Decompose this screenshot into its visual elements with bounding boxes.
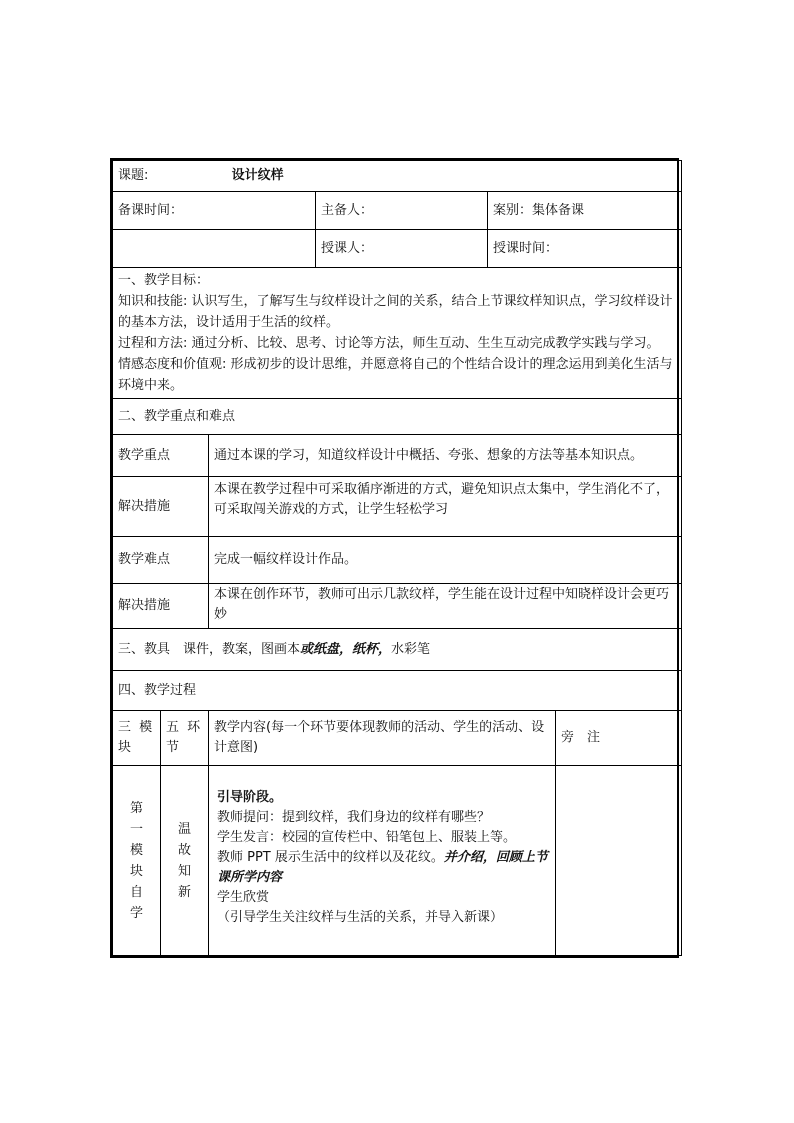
goals-attitude: 情感态度和价值观: 形成初步的设计思维，并愿意将自己的个性结合设计的理念运用到美化生活与环境中来。 xyxy=(118,357,673,393)
stage-header: 五 环节 xyxy=(161,711,209,766)
topic-row xyxy=(113,161,682,192)
focus-solution-text: 本课在教学过程中可采取循序渐进的方式，避免知识点太集中，学生消化不了，可采取闯关游戏的方式，让学生轻松学习 xyxy=(209,477,682,537)
content-line-plain: 教师 PPT 展示生活中的纹样以及花纹。 xyxy=(217,850,444,865)
key-points-title-row xyxy=(113,399,682,435)
focus-label: 教学重点 xyxy=(113,435,209,477)
topic-value: 设计纹样 xyxy=(231,168,284,183)
module-char: 学 xyxy=(129,905,143,921)
key-points-title: 二、教学重点和难点 xyxy=(113,399,682,435)
empty-cell xyxy=(113,230,316,268)
content-line: 教师提问：提到纹样，我们身边的纹样有哪些？ xyxy=(217,810,491,825)
stage-char: 故 xyxy=(177,842,191,858)
difficulty-solution-row xyxy=(113,584,682,629)
content-line-emphasis: 并介绍，回顾上节课所学内容 xyxy=(217,850,548,885)
teach-time-cell: 授课时间： xyxy=(488,230,682,268)
tools-row xyxy=(113,629,682,671)
difficulty-text: 完成一幅纹样设计作品。 xyxy=(209,537,682,584)
tools-suffix: 水彩笔 xyxy=(391,641,431,657)
process-header-row xyxy=(113,711,682,766)
module-char: 第 xyxy=(129,800,143,816)
focus-solution-label: 解决措施 xyxy=(113,477,209,537)
teacher-cell: 授课人： xyxy=(316,230,488,268)
process-title: 四、教学过程 xyxy=(113,671,682,711)
teacher-row xyxy=(113,230,682,268)
process-title-row xyxy=(113,671,682,711)
content-line: （引导学生关注纹样与生活的关系，并导入新课） xyxy=(217,910,504,925)
module-char: 自 xyxy=(129,884,143,900)
topic-cell xyxy=(113,161,682,192)
difficulty-solution-label: 解决措施 xyxy=(113,584,209,629)
lesson-plan-table xyxy=(112,160,682,956)
tools-cell xyxy=(113,629,682,671)
focus-row xyxy=(113,435,682,477)
module-char: 块 xyxy=(129,863,143,879)
prep-time-cell: 备课时间： xyxy=(113,192,316,230)
content-cell xyxy=(209,766,556,956)
module-cell xyxy=(113,766,161,956)
content-line xyxy=(217,848,550,888)
stage-char: 新 xyxy=(177,884,191,900)
difficulty-row xyxy=(113,537,682,584)
stage-char: 温 xyxy=(177,821,191,837)
process-content-row xyxy=(113,766,682,956)
difficulty-label: 教学难点 xyxy=(113,537,209,584)
module-char: 模 xyxy=(129,842,143,858)
focus-solution-row xyxy=(113,477,682,537)
case-cell: 案别：集体备课 xyxy=(488,192,682,230)
main-preparer-cell: 主备人： xyxy=(316,192,488,230)
tools-emphasis: 或纸盘，纸杯， xyxy=(300,641,392,657)
goals-cell xyxy=(113,268,682,399)
goals-process: 过程和方法: 通过分析、比较、思考、讨论等方法，师生互动、生生互动完成教学实践与学习。 xyxy=(118,336,660,351)
content-line: 学生发言：校园的宣传栏中、铅笔包上、服装上等。 xyxy=(217,830,517,845)
goals-knowledge: 知识和技能: 认识写生，了解写生与纹样设计之间的关系，结合上节课纹样知识点，学习纹样设计的基本方法，设计适用于生活的纹样。 xyxy=(118,294,673,330)
goals-title: 一、教学目标： xyxy=(118,273,210,288)
tools-prefix: 三、教具 课件，教案，图画本 xyxy=(118,641,301,657)
prep-row xyxy=(113,192,682,230)
notes-cell xyxy=(556,766,682,956)
content-title: 引导阶段。 xyxy=(217,790,283,805)
notes-header: 旁 注 xyxy=(556,711,682,766)
topic-label: 课题: xyxy=(118,168,149,183)
difficulty-solution-text: 本课在创作环节，教师可出示几款纹样，学生能在设计过程中知晓样设计会更巧妙 xyxy=(209,584,682,629)
stage-cell xyxy=(161,766,209,956)
focus-text: 通过本课的学习，知道纹样设计中概括、夸张、想象的方法等基本知识点。 xyxy=(209,435,682,477)
lesson-plan-document xyxy=(110,158,679,958)
stage-char: 知 xyxy=(177,863,191,879)
goals-row xyxy=(113,268,682,399)
module-header: 三 模块 xyxy=(113,711,161,766)
content-line: 学生欣赏 xyxy=(217,890,270,905)
module-char: 一 xyxy=(129,821,143,837)
content-header: 教学内容(每一个环节要体现教师的活动、学生的活动、设计意图) xyxy=(209,711,556,766)
